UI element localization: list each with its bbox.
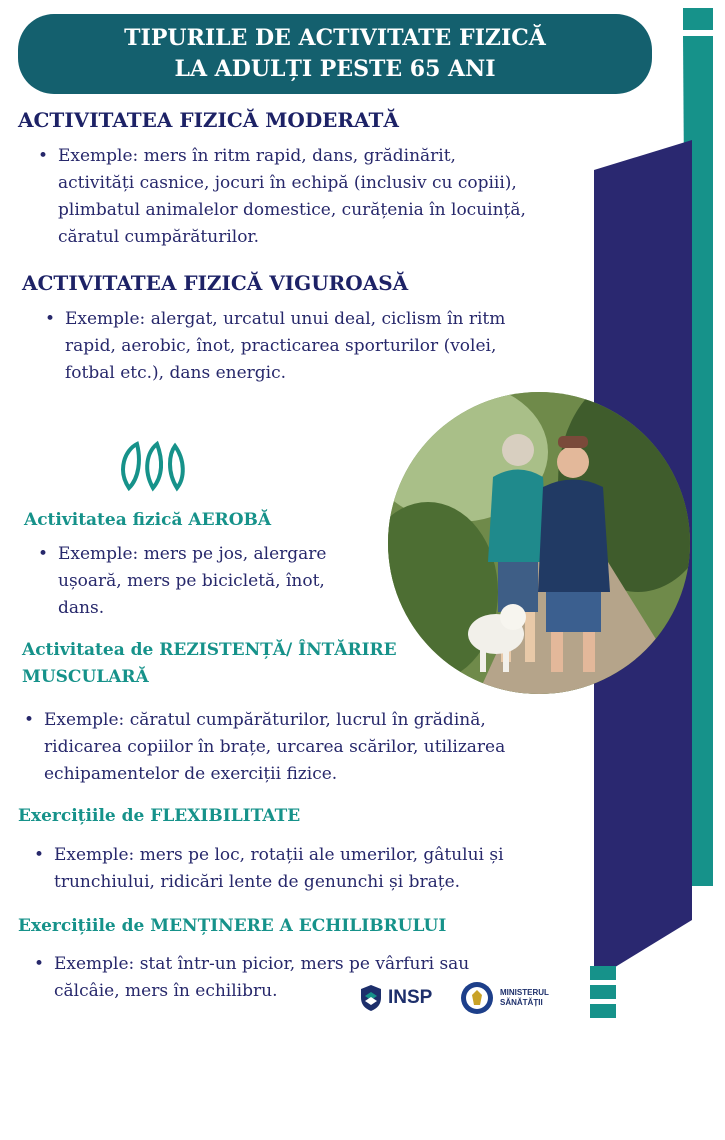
title-line-1: TIPURILE DE ACTIVITATE FIZICĂ	[124, 25, 546, 51]
flexibility-examples	[34, 842, 614, 896]
resistance-heading	[22, 637, 397, 691]
text-line: plimbatul animalelor domestice, curățenia în locuință,	[58, 200, 526, 220]
text-line: Exemple: mers pe loc, rotații ale umerilor, gâtului și	[54, 845, 504, 865]
ministry-seal-icon	[460, 981, 494, 1015]
page-title	[18, 14, 652, 94]
text-line: fotbal etc.), dans energic.	[65, 363, 287, 383]
bullet-dot: •	[45, 309, 56, 329]
insp-text: INSP	[388, 987, 433, 1008]
text-line: căratul cumpărăturilor.	[58, 227, 260, 247]
bullet-dot: •	[24, 710, 35, 730]
teal-stripe-bottom-3	[590, 1004, 616, 1018]
text-line: dans.	[58, 598, 105, 618]
text-line: rapid, aerobic, înot, practicarea sporturilor (volei,	[65, 336, 497, 356]
bullet-dot: •	[38, 146, 49, 166]
teal-stripe-bottom-2	[590, 985, 616, 999]
leaf-decoration-icon	[115, 440, 190, 492]
insp-shield-icon	[360, 984, 382, 1012]
balance-heading: Exercițiile de MENȚINERE A ECHILIBRULUI	[18, 916, 447, 936]
text-line: călcâie, mers în echilibru.	[54, 981, 278, 1001]
bullet-dot: •	[34, 845, 45, 865]
ministry-line: MINISTERUL	[500, 988, 549, 997]
vigorous-heading: ACTIVITATEA FIZICĂ VIGUROASĂ	[22, 271, 409, 295]
moderate-heading: ACTIVITATEA FIZICĂ MODERATĂ	[18, 108, 399, 132]
title-line-2: LA ADULȚI PESTE 65 ANI	[174, 56, 496, 82]
moderate-examples	[38, 143, 638, 251]
text-line: Exemple: mers în ritm rapid, dans, grădinărit,	[58, 146, 456, 166]
heading-line: MUSCULARĂ	[22, 667, 149, 687]
text-line: Exemple: alergat, urcatul unui deal, ciclism în ritm	[65, 309, 506, 329]
ministry-text	[500, 988, 549, 1008]
aerobic-heading: Activitatea fizică AEROBĂ	[24, 510, 272, 530]
bullet-dot: •	[34, 954, 45, 974]
text-line: echipamentelor de exerciții fizice.	[44, 764, 338, 784]
photo-illustration	[388, 392, 690, 694]
text-line: Exemple: stat într-un picior, mers pe vârfuri sau	[54, 954, 470, 974]
resistance-examples	[24, 707, 604, 788]
heading-line: Activitatea de REZISTENȚĂ/ ÎNTĂRIRE	[22, 640, 397, 660]
ministry-logo	[460, 980, 549, 1016]
insp-logo	[360, 980, 432, 1016]
teal-stripe-top	[683, 8, 713, 30]
text-line: ușoară, mers pe bicicletă, înot,	[58, 571, 325, 591]
text-line: trunchiului, ridicări lente de genunchi și brațe.	[54, 872, 461, 892]
text-line: Exemple: mers pe jos, alergare	[58, 544, 327, 564]
bullet-dot: •	[38, 544, 49, 564]
teal-stripe-bottom-1	[590, 966, 616, 980]
flexibility-heading: Exercițiile de FLEXIBILITATE	[18, 806, 301, 826]
text-line: activități casnice, jocuri în echipă (inclusiv cu copiii),	[58, 173, 517, 193]
aerobic-examples	[38, 541, 398, 622]
text-line: ridicarea copiilor în brațe, urcarea scărilor, utilizarea	[44, 737, 506, 757]
ministry-line: SĂNĂTĂȚII	[500, 998, 543, 1007]
vigorous-examples	[45, 306, 625, 387]
seniors-walking-photo	[388, 392, 690, 694]
text-line: Exemple: căratul cumpărăturilor, lucrul în grădină,	[44, 710, 486, 730]
